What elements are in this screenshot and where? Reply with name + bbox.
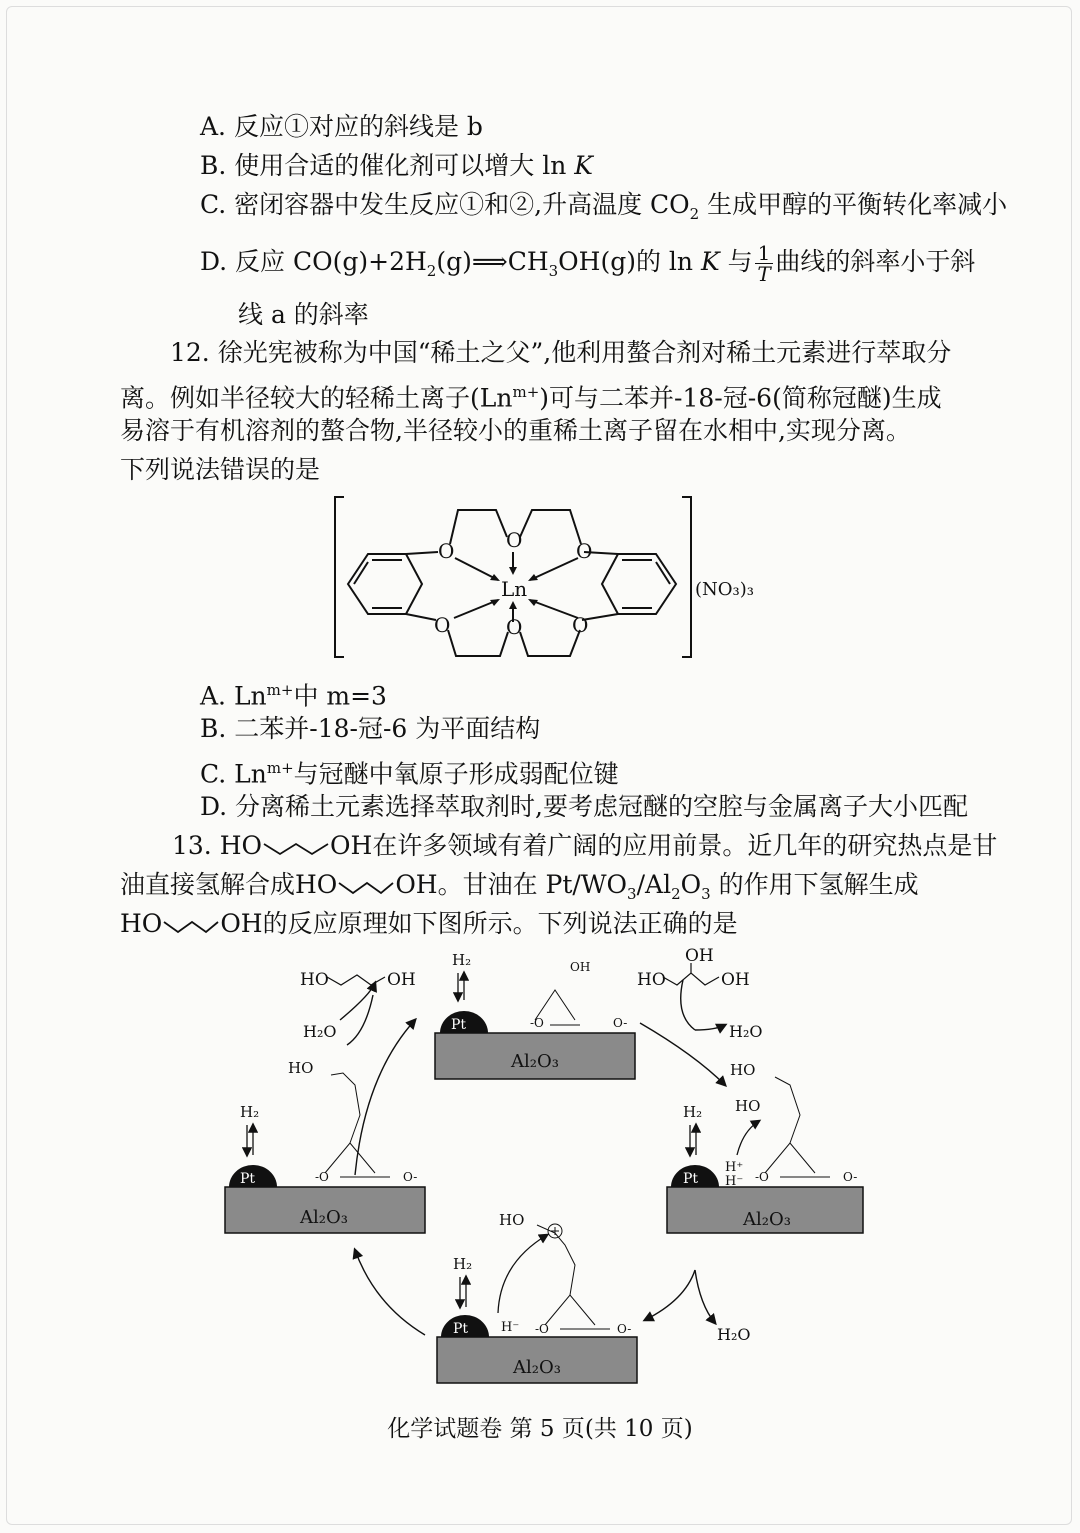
q12-option-c: C. $Ln^{m+}$与冠醚中氧原子形成弱配位键 [200,759,619,789]
propanediol-chain-icon [337,877,395,897]
q12-line-1: 12. 徐光宪被称为中国“稀土之父”,他利用螯合剂对稀土元素进行萃取分 [170,338,952,367]
svg-text:O-: O- [613,1016,628,1030]
q12-line-2: 离。例如半径较大的轻稀土离子$(Ln^{m+})$可与二苯并-18-冠-6(简称冠醚)生成 [120,383,942,413]
h-plus-label: H⁺ [725,1160,744,1175]
oh-label: OH [721,970,750,990]
oxygen-label: O [572,613,589,637]
ho-label: HO [637,970,666,990]
q12-line-4: 下列说法错误的是 [120,455,321,484]
ho-label: HO [730,1061,756,1079]
al2o3-label: Al₂O₃ [513,1357,561,1378]
catalyst-station-left [225,1059,425,1233]
h-minus-label: H⁻ [725,1174,744,1189]
svg-text:-O: -O [535,1322,549,1336]
svg-text:-O: -O [315,1170,329,1184]
ho-label: HO [499,1211,525,1229]
q13-line-1: 13. HO OH在许多领域有着广阔的应用前景。近几年的研究热点是甘 [172,831,998,860]
svg-text:OH: OH [570,960,591,974]
hydrogenolysis-mechanism-diagram [215,945,875,1395]
pt-label: Pt [240,1171,256,1187]
q12-line-3: 易溶于有机溶剂的螯合物,半径较小的重稀土离子留在水相中,实现分离。 [120,416,911,445]
q11-option-a: A. 反应①对应的斜线是 b [200,112,483,141]
crown-ether-complex-structure [330,492,770,662]
page-footer: 化学试题卷 第 5 页(共 10 页) [387,1416,693,1442]
svg-text:O-: O- [843,1170,858,1184]
nitrate-counter-ion: (NO₃)₃ [695,579,754,600]
fraction-1-over-t: $\frac{1}{T}$ [755,243,774,284]
propanediol-product-label: HO [300,970,329,990]
h-minus-label: H⁻ [501,1320,520,1335]
al2o3-label: Al₂O₃ [743,1209,791,1230]
q11-option-b: B. 使用合适的催化剂可以增大 ln K [200,151,593,180]
svg-text:O-: O- [617,1322,632,1336]
oxygen-label: O [434,613,451,637]
oxygen-label: O [506,528,523,552]
al2o3-label: Al₂O₃ [300,1207,348,1228]
q13-line-2: 油直接氢解合成HO OH。甘油在 $Pt/WO_3/Al_2O_3$ 的作用下氢解生成 [120,870,919,903]
catalyst-station-right [667,1061,863,1233]
q11-option-c: C. 密闭容器中发生反应①和②,升高温度 $CO_2$ 生成甲醇的平衡转化率减小 [200,190,1008,223]
q12-option-d: D. 分离稀土元素选择萃取剂时,要考虑冠醚的空腔与金属离子大小匹配 [200,792,968,821]
h2-label: H₂ [683,1103,703,1121]
pt-label: Pt [453,1321,469,1337]
q12-option-a: A. $Ln^{m+}$中 m=3 [200,681,387,711]
oh-label: OH [387,970,416,990]
oh-label: OH [685,946,714,966]
h2-label: H₂ [240,1103,260,1121]
oxygen-label: O [576,539,593,563]
svg-text:-O: -O [755,1170,769,1184]
svg-text:O-: O- [403,1170,418,1184]
q11-option-d: D. 反应 $CO(g)+2H_2(g)⟹CH_3OH(g)$的 ln K 与 $\frac{1}{T}$ 曲线的斜率小于斜 [200,241,976,286]
pt-label: Pt [683,1171,699,1187]
h2-label: H₂ [453,1255,473,1273]
catalyst-station-bottom [437,1211,637,1383]
svg-text:-O: -O [530,1016,544,1030]
h2o-label: H₂O [717,1325,751,1344]
al2o3-label: Al₂O₃ [511,1051,559,1072]
h2o-label: H₂O [729,1022,763,1041]
oxygen-label: O [506,615,523,639]
propanediol-chain-icon [262,838,330,858]
h2o-label: H₂O [303,1022,337,1041]
q11-option-d-continued: 线 a 的斜率 [238,300,369,329]
oxygen-label: O [438,539,455,563]
q12-option-b: B. 二苯并-18-冠-6 为平面结构 [200,714,541,743]
q13-line-3: HO OH的反应原理如下图所示。下列说法正确的是 [120,909,738,938]
ho-label: HO [735,1097,761,1115]
pt-label: Pt [451,1017,467,1033]
ho-label: HO [288,1059,314,1077]
h2-label: H₂ [452,951,472,969]
lanthanide-center-label: Ln [501,577,528,601]
catalyst-station-top [435,951,635,1079]
propanediol-chain-icon [162,916,220,936]
